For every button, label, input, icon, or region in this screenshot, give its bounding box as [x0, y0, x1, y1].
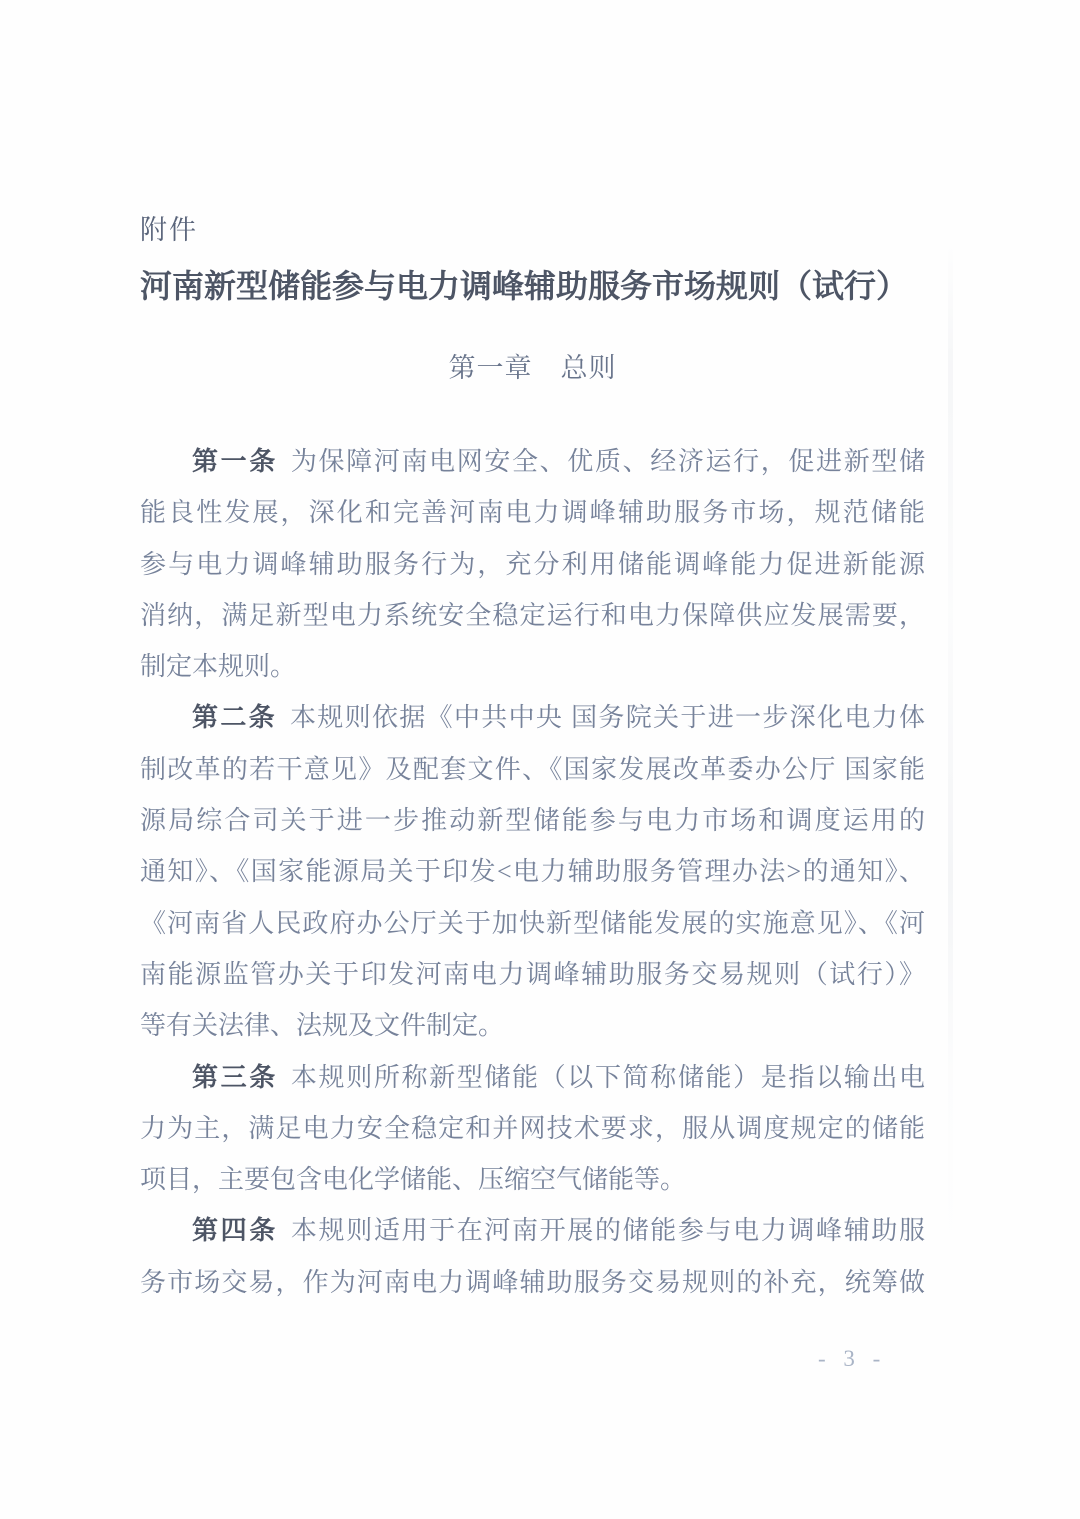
- article-line: 《河南省人民政府办公厅关于加快新型储能发展的实施意见》、《河: [140, 908, 925, 938]
- article-line: 第四条 本规则适用于在河南开展的储能参与电力调峰辅助服: [192, 1216, 925, 1246]
- article-line: 力为主，满足电力安全稳定和并网技术要求，服从调度规定的储能: [140, 1113, 925, 1143]
- page-number: - 3 -: [818, 1346, 887, 1371]
- article-line: 参与电力调峰辅助服务行为，充分利用储能调峰能力促进新能源: [140, 549, 925, 579]
- article-line: 消纳，满足新型电力系统安全稳定运行和电力保障供应发展需要，: [140, 600, 925, 630]
- article-line: 第三条 本规则所称新型储能（以下简称储能）是指以输出电: [192, 1062, 925, 1092]
- article-line: 能良性发展，深化和完善河南电力调峰辅助服务市场，规范储能: [140, 498, 925, 528]
- article-line: 等有关法律、法规及文件制定。: [140, 1011, 505, 1041]
- article-number: 第四条: [192, 1216, 278, 1246]
- document-body: [140, 436, 925, 1308]
- article-line: 项目，主要包含电化学储能、压缩空气储能等。: [140, 1165, 687, 1195]
- article-number: 第一条: [192, 447, 278, 476]
- article-line: 制定本规则。: [140, 652, 297, 682]
- article-line: 第一条 为保障河南电网安全、优质、经济运行，促进新型储: [192, 447, 925, 476]
- article-number: 第三条: [192, 1062, 278, 1092]
- chapter-heading: 第一章 总则: [448, 353, 617, 383]
- article-line: 务市场交易，作为河南电力调峰辅助服务交易规则的补充，统筹做: [140, 1267, 925, 1297]
- article-line: 第二条 本规则依据《中共中央 国务院关于进一步深化电力体: [192, 703, 925, 733]
- article-line: 制改革的若干意见》及配套文件、《国家发展改革委办公厅 国家能: [140, 754, 925, 784]
- scan-artifact: [948, 240, 953, 1300]
- article-line: 南能源监管办关于印发河南电力调峰辅助服务交易规则（试行）》: [140, 959, 925, 989]
- article-number: 第二条: [192, 703, 277, 733]
- article-line: 源局综合司关于进一步推动新型储能参与电力市场和调度运用的: [140, 806, 925, 836]
- document-title: 河南新型储能参与电力调峰辅助服务市场规则（试行）: [140, 268, 909, 304]
- article-line: 通知》、《国家能源局关于印发<电力辅助服务管理办法>的通知》、: [140, 857, 925, 887]
- attachment-label: 附件: [140, 215, 198, 245]
